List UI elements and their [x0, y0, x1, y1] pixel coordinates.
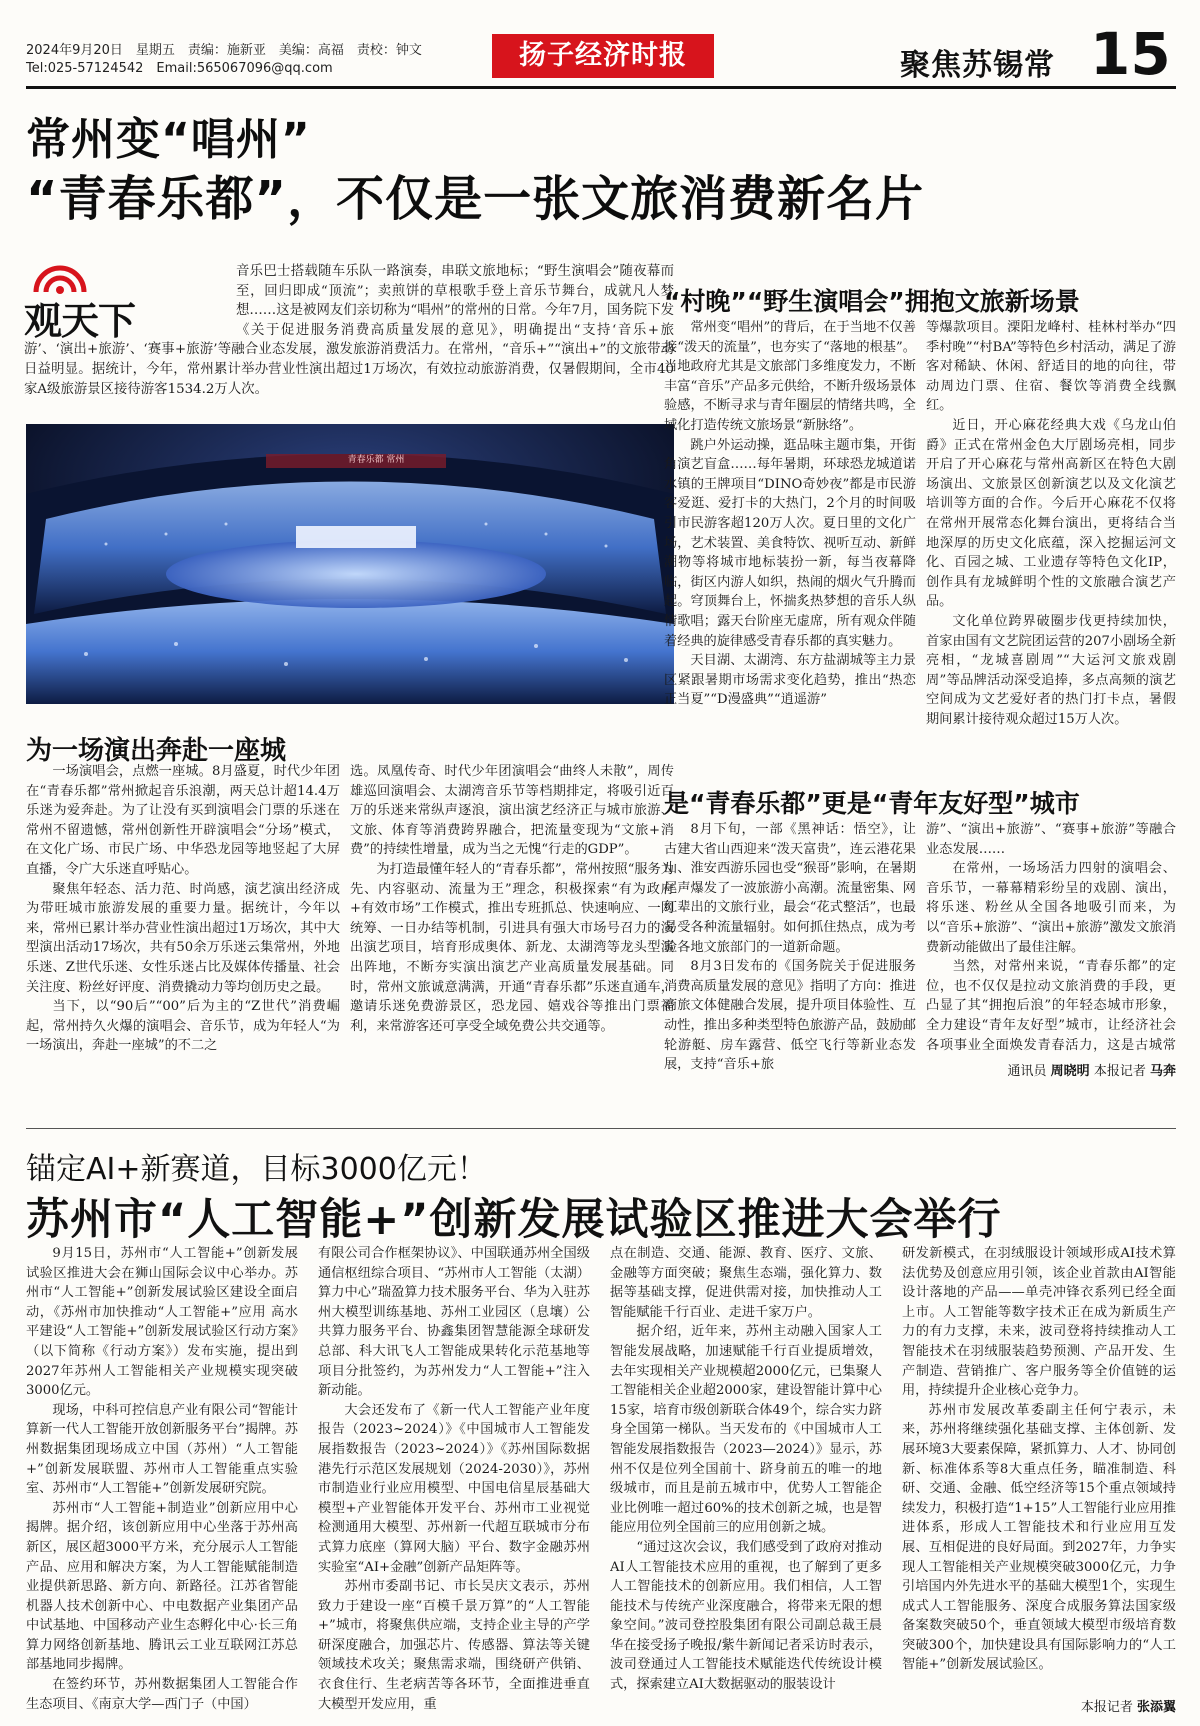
byline-label: 本报记者 — [1080, 1700, 1133, 1715]
paragraph: 点在制造、交通、能源、教育、医疗、文旅、金融等方面突破；聚焦生态端，强化算力、数据等基础支撑，促进供需对接，加快推动人工智能赋能千行百业、走进千家万户。 — [610, 1246, 882, 1320]
paragraph: 选。凤凰传奇、时代少年团演唱会“曲终人未散”，周传雄巡回演唱会、太湖湾音乐节等档期排定，将吸引近百万的乐迷来常纵声逐浪，演出演艺经济正与城市旅游、文旅、体育等消费跨界融合，把流量变现为“文旅+消费”的持续性增量，成为当之无愧“行走的GDP”。 — [350, 764, 674, 858]
paragraph: 现场，中科可控信息产业有限公司“智能计算新一代人工智能开放创新服务平台”揭牌。苏州数据集团现场成立中国（苏州）“人工智能+”创新发展联盟、苏州市人工智能重点实验室、苏州市“人工智能+”创新发展研究院。 — [26, 1402, 298, 1497]
section-divider — [26, 1128, 1176, 1129]
masthead-logo — [492, 34, 714, 78]
lead-text: 音乐巴士搭载随车乐队一路演奏，串联文旅地标；“野生演唱会”随夜幕而至，回归即成“顶流”；卖煎饼的草根歌手登上音乐节舞台，成就凡人梦想……这是被网友们亲切称为“唱州”的常州的日常。今年7月，国务院下发《关于促进服务消费高质量发展的意见》，明确提出“支持‘音乐+旅游’、‘演出+旅游’、‘赛事+旅游’等融合业态发展，激发旅游消费活力。在常州，“音乐+”“演出+”的文旅带动日益明显。据统计，今年，常州累计举办营业性演出超过1万场次，有效拉动旅游消费，仅暑假期间，全市40家A级旅游景区接待游客1534.2万人次。 — [24, 264, 674, 397]
article1-sub1-col2 — [350, 762, 674, 1084]
article2-col2 — [318, 1244, 590, 1716]
paragraph: 游”、“演出+旅游”、“赛事+旅游”等融合业态发展…… — [926, 822, 1176, 857]
article2-title: 苏州市“人工智能+”创新发展试验区推进大会举行 — [26, 1195, 1002, 1245]
paragraph: 当然，对常州来说，“青春乐都”的定位，也不仅仅是拉动文旅消费的手段，更凸显了其“拥抱后浪”的年轻态城市形象，全力建设“青年友好型”城市，让经济社会各项事业全面焕发青春活力，这是古城常 — [926, 959, 1176, 1053]
article1-subhead-2: “村晚”“野生演唱会”拥抱文旅新场景 — [664, 287, 1080, 316]
byline-label: 通讯员 — [1007, 1064, 1047, 1079]
header-rule — [26, 86, 1176, 89]
article2-byline — [902, 1696, 1176, 1715]
byline-name: 周晓明 — [1050, 1064, 1090, 1079]
paragraph: 有限公司合作框架协议》、中国联通苏州全国级通信枢纽综合项目、“苏州市人工智能（太湖）算力中心”瑞盈算力技术服务平台、华为入驻苏州大模型训练基地、苏州工业园区（息壤）公共算力服务平台、协鑫集团智慧能源全球研发总部、科大讯飞人工智能成果转化示范基地等项目分批签约，为苏州发力“人工智能+”注入新动能。 — [318, 1246, 590, 1399]
masthead-text: 扬子经济时报 — [519, 40, 687, 71]
paragraph: 8月下旬，一部《黑神话：悟空》，让古建大省山西迎来“泼天富贵”，连云港花果山、淮安西游乐园也受“猴哥”影响，在暑期尾声爆发了一波旅游小高潮。流量密集、网红辈出的文旅行业，最会“花式整活”，也最易受各种流量辐射。如何抓住热点，成为考验各地文旅部门的一道新命题。 — [664, 822, 916, 955]
article1-sub2-col2 — [926, 318, 1176, 746]
article1-title — [26, 112, 1176, 230]
article1-sub3-col2 — [926, 820, 1176, 1056]
paragraph: 为打造最懂年轻人的“青春乐都”，常州按照“服务为先、内容驱动、流量为王”理念，积极探索“有为政府+有效市场”工作模式，推出专班抓总、快速响应、一网统筹、一日办结等机制，引进具有强大市场号召力的演出演艺项目，培育形成奥体、新龙、太湖湾等龙头型演出阵地，不断夯实演出演艺产业高质量发展基础。同时，常州文旅诚意满满，开通“青春乐都”乐迷直通车，邀请乐迷免费游景区，恐龙园、嬉戏谷等推出门票福利，来常游客还可享受全域免费公共交通等。 — [350, 861, 674, 1034]
paragraph: 苏州市委副书记、市长吴庆文表示，苏州致力于建设一座“百模千景万算”的“人工智能+”城市，将聚焦供应端，支持企业主导的产学研深度融合，加强芯片、传感器、算法等关键领域技术攻关；聚焦需求端，围绕研产供销、衣食住行、生老病苦等各环节，全面推进垂直大模型开发应用，重 — [318, 1579, 590, 1712]
paragraph: 等爆款项目。溧阳龙峰村、桂林村举办“四季村晚”“村BA”等特色乡村活动，满足了游客对稀缺、休闲、舒适目的地的向往，带动周边门票、住宿、餐饮等消费全线飘红。 — [926, 320, 1176, 414]
article1-subhead-1: 为一场演出奔赴一座城 — [26, 736, 287, 766]
header-contact-line: Tel:025-57124542 Email:565067096@qq.com — [26, 61, 333, 76]
paragraph: 天目湖、太湖湾、东方盐湖城等主力景区紧跟暑期市场需求变化趋势，推出“热恋正当夏”“D漫盛典”“逍遥游” — [664, 653, 916, 708]
paragraph: 研发新模式，在羽绒服设计领域形成AI技术算法优势及创意应用引领，该企业首款由AI智能设计落地的产品——单壳冲锋衣系列已经全面上市。人工智能等数字技术正在成为新质生产力的有力支撑，未来，波司登将持续推动人工智能技术在羽绒服装趋势预测、产品开发、生产制造、营销推广、客户服务等全价值链的运用，持续提升企业核心竞争力。 — [902, 1246, 1176, 1399]
article1-title-line1: 常州变“唱州” — [26, 114, 311, 165]
header-date-line: 2024年9月20日 星期五 责编：施新亚 美编：高福 责校：钟文 — [26, 43, 422, 58]
article2-kicker: 锚定AI+新赛道，目标3000亿元！ — [26, 1152, 487, 1187]
byline-name: 马奔 — [1149, 1064, 1176, 1079]
concert-photo — [26, 424, 674, 704]
lead-float-spacer — [24, 262, 236, 340]
byline-label: 本报记者 — [1093, 1064, 1146, 1079]
article1-subhead-3: 是“青春乐都”更是“青年友好型”城市 — [664, 789, 1080, 818]
article1-sub1-col1 — [26, 762, 340, 1084]
article1-sub3-col1 — [664, 820, 916, 1086]
paragraph: 跳户外运动操，逛品味主题市集，开街角演艺盲盒……每年暑期，环球恐龙城道诺水镇的王牌项目“DINO奇妙夜”都是市民游客爱逛、爱打卡的大热门，2个月的时间吸引市民游客超120万人次。夏日里的文化广场，艺术装置、美食特饮、视听互动、新鲜潮物等将城市地标装扮一新，每当夜幕降临，街区内游人如织，热闹的烟火气升腾而起。穹顶舞台上，怀揣炙热梦想的音乐人纵情歌唱；露天台阶座无虚席，所有观众伴随着经典的旋律感受青春乐都的真实魅力。 — [664, 437, 916, 649]
paragraph: 苏州市发展改革委副主任何宁表示，未来，苏州将继续强化基础支撑、主体创新、发展环境3大要素保障，紧抓算力、人才、协同创新、标准体系等8大重点任务，瞄准制造、科研、交通、金融、低空经济等15个重点领域持续发力，积极打造“1+15”人工智能行业应用推进体系，形成人工智能技术和行业应用互发展、互相促进的良好局面。到2027年，力争实现人工智能相关产业规模突破3000亿元，力争引培国内外先进水平的基础大模型1个，实现生成式人工智能服务、深度合成服务算法国家级备案数突破50个，垂直领域大模型市级培育数突破300个，加快建设具有国际影响力的“人工智能+”创新发展试验区。 — [902, 1402, 1176, 1673]
paragraph: 聚焦年轻态、活力范、时尚感，演艺演出经济成为带旺城市旅游发展的重要力量。据统计，今年以来，常州已累计举办营业性演出超过1万场次，其中大型演出活动17场次，共有50余万乐迷云集常州，外地乐迷、Z世代乐迷、女性乐迷占比及媒体传播量、社会关注度、粉丝好评度、消费撬动力等均创历史之最。 — [26, 881, 340, 995]
paragraph: 文化单位跨界破圈步伐更持续加快，首家由国有文艺院团运营的207小剧场全新亮相，“龙城喜剧周”“大运河文旅戏剧周”等品牌活动深受追捧，多点高频的演艺空间成为文艺爱好者的热门打卡点，暑假期间累计接待观众超过15万人次。 — [926, 613, 1176, 727]
paragraph: 当下，以“90后”“00”后为主的“Z世代”消费崛起，常州持久火爆的演唱会、音乐节，成为年轻人“为一场演出，奔赴一座城”的不二之 — [26, 999, 340, 1054]
paragraph: 9月15日，苏州市“人工智能+”创新发展试验区推进大会在狮山国际会议中心举办。苏州市“人工智能+”创新发展试验区建设全面启动，《苏州市加快推动“人工智能+”应用 高水平建设“人工智能+”创新发展试验区行动方案》（以下简称《行动方案》）发布实施，提出到2027年苏州人工智能相关产业规模实现突破3000亿元。 — [26, 1246, 298, 1399]
paragraph: 据介绍，近年来，苏州主动融入国家人工智能发展战略，加速赋能千行百业提质增效，去年实现相关产业规模超2000亿元，已集聚人工智能相关企业超2000家，建设智能计算中心15家，培育市级创新联合体49个，综合实力跻身全国第一梯队。当天发布的《中国城市人工智能发展指数报告（2023—2024）》显示，苏州不仅是位列全国前十、跻身前五的唯一的地级城市，而且是前五城市中，优势人工智能企业比例唯一超过60%的技术创新之城，也是智能应用位列全国前三的应用创新之城。 — [610, 1324, 882, 1536]
article2-col4 — [902, 1244, 1176, 1690]
paragraph: 苏州市“人工智能+制造业”创新应用中心揭牌。据介绍，该创新应用中心坐落于苏州高新区，展区超3000平方米，充分展示人工智能产品、应用和解决方案，为人工智能赋能制造业提供新思路、新方向、新路径。江苏省智能机器人技术创新中心、中电数据产业集团产品中试基地、中国移动产业生态孵化中心·长三角算力网络创新基地、腾讯云工业互联网江苏总部基地同步揭牌。 — [26, 1500, 298, 1673]
paragraph: 8月3日发布的《国务院关于促进服务消费高质量发展的意见》指明了方向：推进商旅文体健融合发展，提升项目体验性、互动性，推出多种类型特色旅游产品，鼓励邮轮游艇、房车露营、低空飞行等新业态发展，支持“音乐+旅 — [664, 959, 916, 1073]
section-name: 聚焦苏锡常 — [900, 48, 1055, 83]
paragraph: 常州变“唱州”的背后，在于当地不仅善接“泼天的流量”，也夯实了“落地的根基”。当地政府尤其是文旅部门多维度发力，不断丰富“音乐”产品多元供给，不断升级场景体验感，不断寻求与青年圈层的情绪共鸣，全域化打造传统文旅场景“新脉络”。 — [664, 320, 916, 433]
paragraph: 近日，开心麻花经典大戏《乌龙山伯爵》正式在常州金色大厅剧场亮相，同步开启了开心麻花与常州高新区在特色大剧场演出、文旅景区创新演艺以及文化演艺培训等方面的合作。今后开心麻花不仅将在常州开展常态化舞台演出，更将结合当地深厚的历史文化底蕴，深入挖掘运河文化、百园之城、工业遗存等特色文化IP，创作具有龙城鲜明个性的文旅融合演艺产品。 — [926, 417, 1176, 610]
column-logo-text: 观天下 — [24, 299, 136, 343]
paragraph: “通过这次会议，我们感受到了政府对推动AI人工智能技术应用的重视，也了解到了更多人工智能技术的创新应用。我们相信，人工智能技术与传统产业深度融合，将带来无限的想象空间。”波司登控股集团有限公司副总裁王晨华在接受扬子晚报/紫牛新闻记者采访时表示，波司登通过人工智能技术赋能迭代传统设计模式，探索建立AI大数据驱动的服装设计 — [610, 1539, 882, 1693]
article1-lead — [24, 262, 674, 422]
page-number: 15 — [1090, 20, 1171, 88]
photo-banner: 青春乐都 常州 — [347, 455, 405, 465]
article1-byline — [930, 1060, 1176, 1079]
paragraph: 大会还发布了《新一代人工智能产业年度报告（2023~2024）》《中国城市人工智能发展指数报告（2023~2024）》《苏州国际数据港先行示范区发展规划（2024-2030）》，苏州市制造业行业应用模型、中国电信星辰基础大模型+产业智能体开发平台、苏州市工业视觉检测通用大模型、苏州新一代超互联城市分布式算力底座（算网大脑）平台、数字金融苏州实验室“AI+金融”创新产品矩阵等。 — [318, 1402, 590, 1575]
paragraph: 一场演唱会，点燃一座城。8月盛夏，时代少年团在“青春乐都”常州掀起音乐浪潮，两天总计超14.4万乐迷为爱奔赴。为了让没有买到演唱会门票的乐迷在常州不留遗憾，常州创新性开辟演唱会“分场”模式，在文化广场、市民广场、中华恐龙园等地竖起了大屏直播，令广大乐迷直呼贴心。 — [26, 764, 340, 877]
byline-name: 张添翼 — [1136, 1700, 1176, 1715]
paragraph: 在签约环节，苏州数据集团人工智能合作生态项目、《南京大学—西门子（中国） — [26, 1677, 298, 1712]
stadium-illustration — [26, 424, 674, 704]
header-info — [26, 42, 422, 78]
article1-sub2-col1 — [664, 318, 916, 746]
article2-col3 — [610, 1244, 882, 1716]
article1-title-line2: “青春乐都”，不仅是一张文旅消费新名片 — [26, 171, 925, 227]
paragraph: 在常州，一场场活力四射的演唱会、音乐节，一幕幕精彩纷呈的戏剧、演出，将乐迷、粉丝从全国各地吸引而来，为以“音乐+旅游”、“演出+旅游”激发文旅消费新动能做出了最佳注解。 — [926, 861, 1176, 955]
article2-col1 — [26, 1244, 298, 1716]
